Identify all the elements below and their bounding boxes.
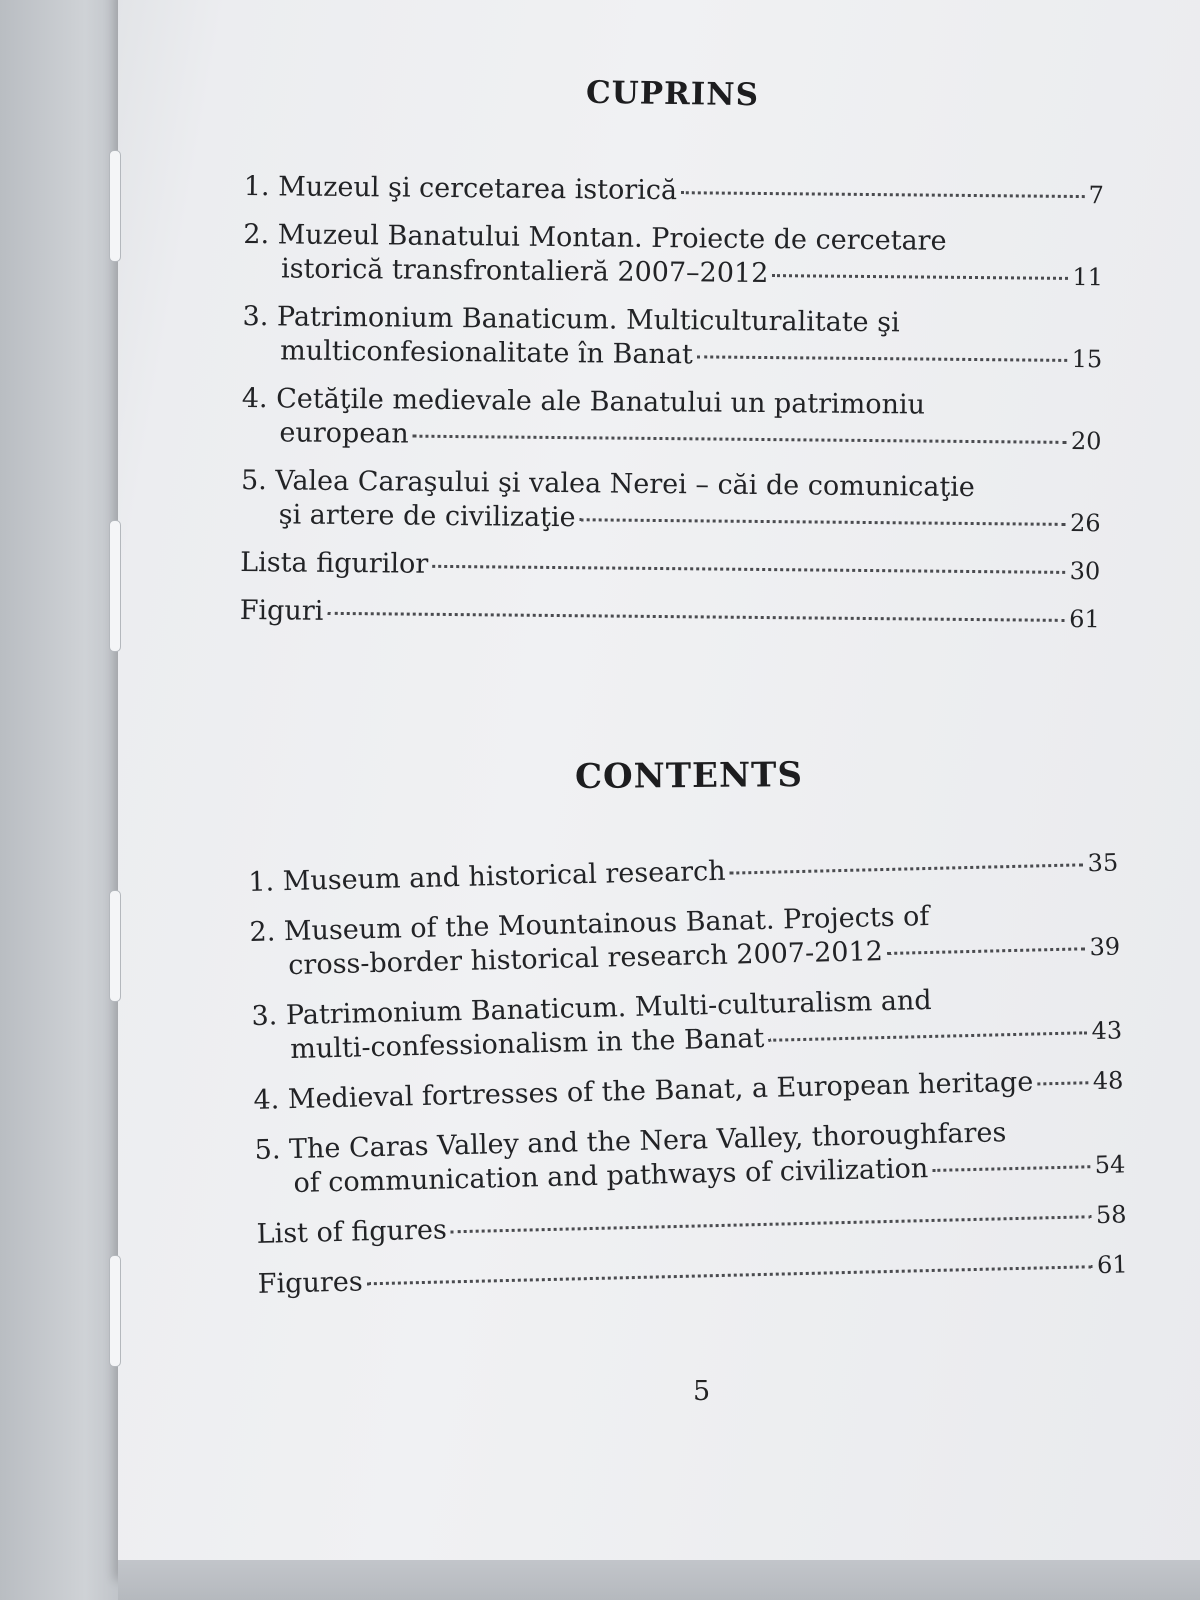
entry-number: 1. — [243, 170, 270, 203]
binding-stitch — [109, 150, 121, 262]
entry-title: Museum and historical research — [282, 855, 726, 898]
entry-number: 2. — [249, 916, 276, 948]
toc-entry — [256, 1197, 1127, 1251]
entry-page-number: 30 — [1069, 556, 1101, 586]
dot-leader — [1037, 1081, 1089, 1085]
toc-entry — [257, 1247, 1128, 1301]
entry-title: Patrimonium Banaticum. Multi-culturalism and — [285, 984, 932, 1032]
entry-title: Patrimonium Banaticum. Multiculturalitate şi — [276, 301, 900, 339]
entry-number: 5. — [240, 464, 267, 497]
entry-title: Cetăţile medievale ale Banatului un patrimoniu — [276, 383, 926, 421]
dot-leader — [681, 191, 1084, 198]
dot-leader — [697, 355, 1068, 362]
toc-entry — [241, 382, 1102, 458]
binding-stitch — [109, 890, 121, 1002]
toc-entry — [249, 895, 1120, 983]
entry-title-continued: multi-confessionalism in the Banat — [289, 1022, 765, 1066]
entry-page-number: 7 — [1088, 181, 1104, 210]
dot-leader — [451, 1215, 1092, 1233]
entry-title-continued: european — [279, 417, 409, 450]
toc-entry — [254, 1113, 1125, 1201]
entry-number: 3. — [251, 1000, 278, 1032]
toc-entry — [244, 170, 1104, 212]
toc-title-romanian: CUPRINS — [585, 74, 760, 114]
toc-entry — [253, 1063, 1124, 1117]
entry-title-continued: of communication and pathways of civilization — [293, 1153, 929, 1200]
toc-entry — [240, 594, 1100, 636]
entry-title: List of figures — [256, 1214, 448, 1250]
dot-leader — [432, 565, 1065, 574]
entry-page-number: 39 — [1089, 932, 1121, 962]
dot-leader — [580, 518, 1067, 526]
entry-number: 3. — [242, 300, 269, 333]
entry-title: Figuri — [239, 594, 324, 627]
entry-page-number: 58 — [1095, 1200, 1127, 1230]
binding-stitch — [109, 1255, 121, 1367]
page-number: 5 — [693, 1376, 711, 1407]
entry-page-number: 61 — [1069, 604, 1100, 634]
toc-list-english — [248, 846, 1128, 1318]
toc-entry — [242, 300, 1103, 376]
dot-leader — [730, 863, 1084, 874]
dot-leader — [772, 274, 1068, 280]
entry-number: 5. — [254, 1134, 281, 1166]
entry-number: 2. — [243, 218, 270, 251]
entry-number: 4. — [241, 382, 268, 415]
binding-stitch — [109, 520, 121, 652]
toc-title-english: CONTENTS — [574, 755, 804, 797]
dot-leader — [887, 947, 1086, 955]
entry-title-continued: cross-border historical research 2007-2012 — [287, 936, 884, 982]
toc-entry — [240, 546, 1100, 588]
facing-page-edge — [0, 0, 122, 1600]
entry-page-number: 11 — [1072, 262, 1104, 292]
entry-title-continued: şi artere de civilizaţie — [278, 499, 576, 534]
toc-entry — [243, 218, 1104, 294]
entry-page-number: 61 — [1096, 1250, 1128, 1280]
entry-title: The Caras Valley and the Nera Valley, thoroughfares — [288, 1117, 1007, 1166]
entry-page-number: 48 — [1092, 1066, 1124, 1096]
toc-list-romanian — [239, 170, 1103, 650]
entry-page-number: 26 — [1069, 508, 1101, 538]
entry-title: Muzeul Banatului Montan. Proiecte de cercetare — [277, 219, 947, 257]
dot-leader — [932, 1165, 1091, 1172]
entry-page-number: 35 — [1087, 848, 1119, 878]
entry-title: Museum of the Mountainous Banat. Projects of — [283, 900, 930, 948]
toc-entry — [241, 464, 1102, 540]
entry-title: Muzeul şi cercetarea istorică — [278, 171, 678, 207]
page-shadow — [118, 1560, 1200, 1600]
entry-title: Lista figurilor — [240, 546, 429, 580]
dot-leader — [413, 435, 1067, 444]
toc-entry — [251, 979, 1122, 1067]
dot-leader — [327, 612, 1065, 622]
entry-page-number: 15 — [1071, 344, 1103, 374]
entry-title: Medieval fortresses of the Banat, a European heritage — [287, 1066, 1034, 1116]
entry-page-number: 54 — [1094, 1150, 1126, 1180]
entry-title-continued: istorică transfrontalieră 2007–2012 — [280, 253, 769, 290]
entry-number: 1. — [248, 866, 275, 898]
entry-title-continued: multiconfesionalitate în Banat — [280, 335, 693, 371]
entry-page-number: 43 — [1091, 1016, 1123, 1046]
dot-leader — [768, 1031, 1087, 1042]
dot-leader — [367, 1265, 1094, 1285]
entry-page-number: 20 — [1070, 426, 1102, 456]
entry-title: Valea Caraşului şi valea Nerei – căi de comunicaţie — [275, 465, 976, 504]
entry-number: 4. — [253, 1084, 280, 1116]
entry-title: Figures — [257, 1266, 363, 1300]
